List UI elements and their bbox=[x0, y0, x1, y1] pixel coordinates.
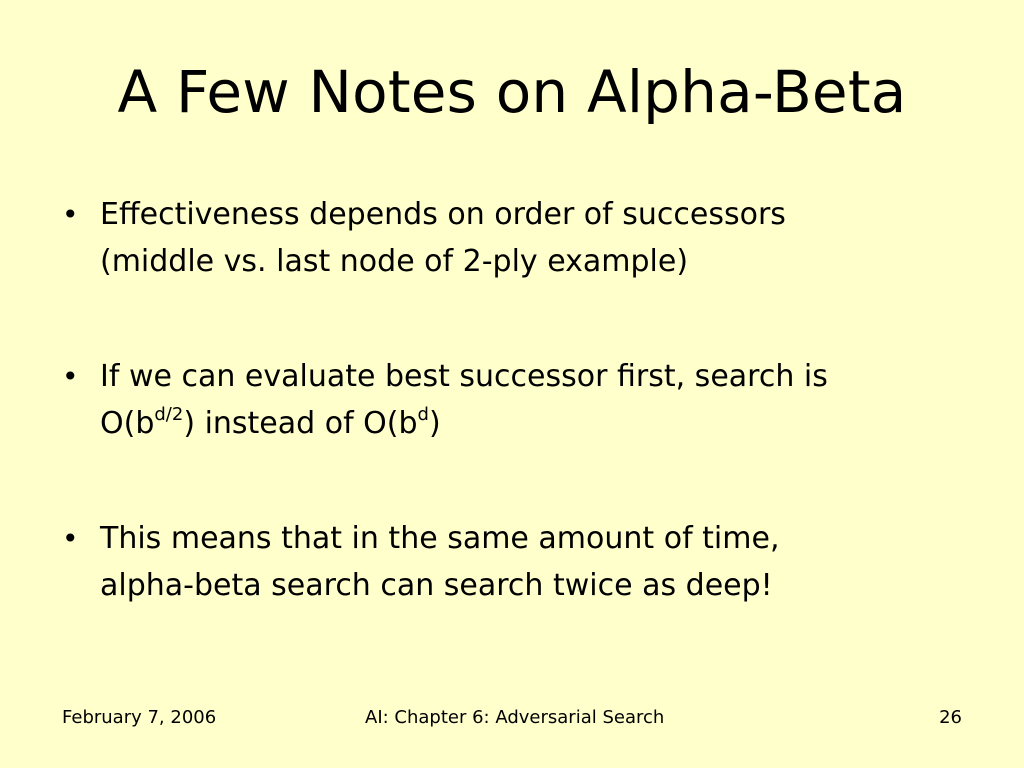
bullet-item-effectiveness bbox=[58, 191, 968, 285]
bullet-icon: • bbox=[62, 522, 79, 555]
complexity-suffix: ) bbox=[428, 406, 441, 441]
complexity-line bbox=[100, 400, 968, 447]
complexity-prefix: O(b bbox=[100, 406, 155, 441]
bullet-text bbox=[100, 515, 968, 609]
slide-title: A Few Notes on Alpha-Beta bbox=[117, 58, 907, 126]
footer-course-title: AI: Chapter 6: Adversarial Search bbox=[365, 707, 665, 728]
bullet-icon: • bbox=[62, 198, 79, 231]
bullet-line: If we can evaluate best successor first, search is bbox=[100, 359, 828, 394]
footer-page-number: 26 bbox=[939, 707, 962, 728]
footer-date: February 7, 2006 bbox=[62, 707, 217, 728]
complexity-exponent-half-depth: d/2 bbox=[154, 404, 184, 425]
bullet-text bbox=[100, 191, 968, 285]
bullet-list bbox=[58, 191, 968, 609]
bullet-item-evaluate-best-successor bbox=[58, 353, 968, 447]
bullet-line: Effectiveness depends on order of successors bbox=[100, 197, 786, 232]
bullet-line: alpha-beta search can search twice as deep! bbox=[100, 568, 773, 603]
bullet-icon: • bbox=[62, 360, 79, 393]
bullet-line: (middle vs. last node of 2-ply example) bbox=[100, 244, 689, 279]
bullet-line: This means that in the same amount of time, bbox=[100, 521, 780, 556]
complexity-middle: ) instead of O(b bbox=[183, 406, 418, 441]
complexity-exponent-depth: d bbox=[417, 404, 429, 425]
bullet-item-search-twice-as-deep bbox=[58, 515, 968, 609]
bullet-text bbox=[100, 353, 968, 447]
